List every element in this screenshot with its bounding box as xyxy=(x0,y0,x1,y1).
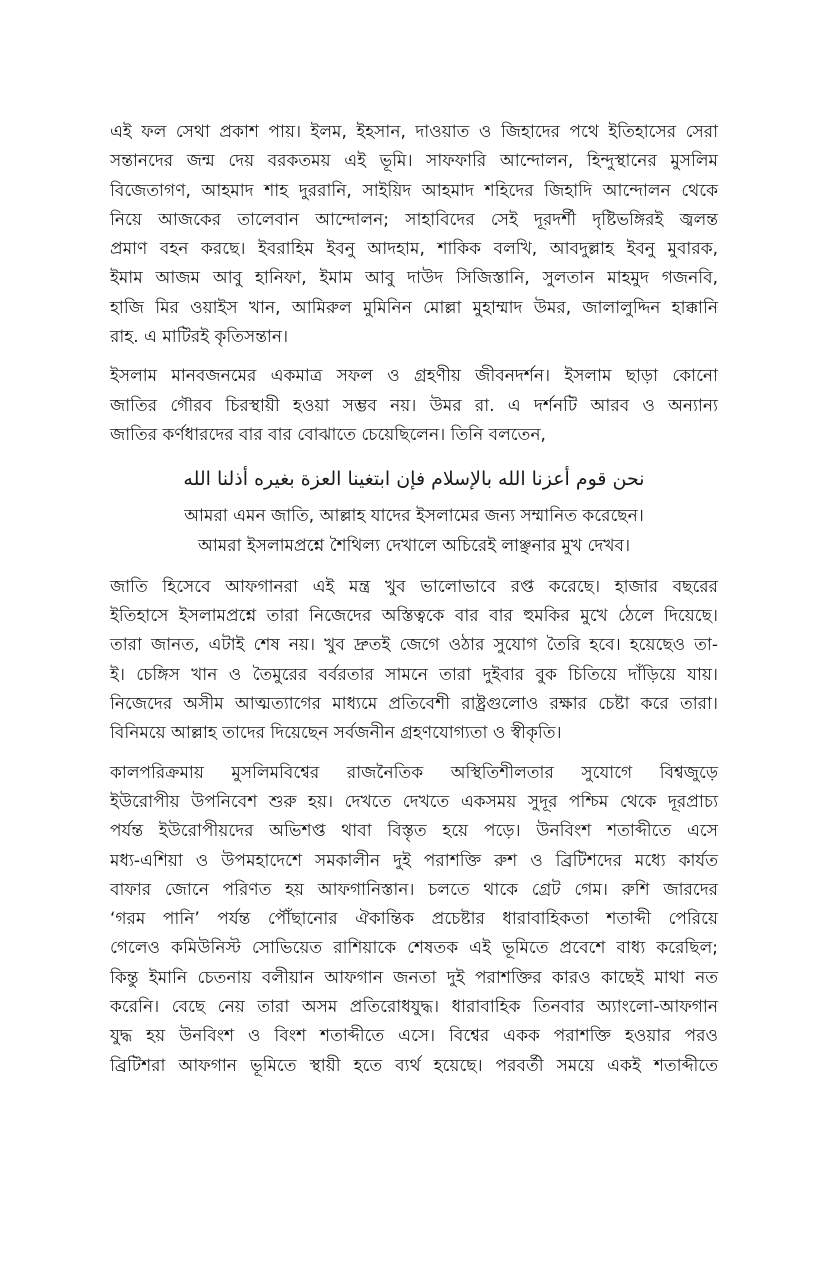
arabic-quote: نحن قوم أعزنا الله بالإسلام فإن ابتغينا العزة بغيره أذلنا الله xyxy=(183,468,645,491)
text-line: রাহ. এ মাটিরই কৃতিসন্তান। xyxy=(110,327,289,348)
document-page xyxy=(110,118,718,1091)
text-line: ব্রিটিশরা আফগান ভূমিতে স্থায়ী হতে ব্যর্থ হয়েছে। পরবর্তী সময়ে একই শতাব্দীতে xyxy=(110,1055,718,1076)
translation-line: আমরা এমন জাতি, আল্লাহ যাদের ইসলামের জন্য সম্মানিত করেছেন। xyxy=(184,506,644,527)
text-line: নিজেদের অসীম আত্মত্যাগের মাধ্যমে প্রতিবেশী রাষ্ট্রগুলোও রক্ষার চেষ্টা করে তারা। xyxy=(110,694,718,715)
text-line: বিজেতাগণ, আহমাদ শাহ দুররানি, সাইয়িদ আহমাদ শহিদের জিহাদি আন্দোলন থেকে xyxy=(110,180,718,201)
text-line: ইসলাম মানবজনমের একমাত্র সফল ও গ্রহণীয় জীবনদর্শন। ইসলাম ছাড়া কোনো xyxy=(110,366,718,387)
text-line: ইতিহাসে ইসলামপ্রশ্নে তারা নিজেদের অস্তিত্বকে বার বার হুমকির মুখে ঠেলে দিয়েছে। xyxy=(110,606,718,627)
quote-translation xyxy=(110,502,718,561)
text-line: যুদ্ধ হয় উনবিংশ ও বিংশ শতাব্দীতে এসে। বিশ্বের একক পরাশক্তি হওয়ার পরও xyxy=(110,1026,718,1047)
text-line: পর্যন্ত ইউরোপীয়দের অভিশপ্ত থাবা বিস্তৃত হয়ে পড়ে। উনবিংশ শতাব্দীতে এসে xyxy=(110,821,718,842)
text-line: বাফার জোনে পরিণত হয় আফগানিস্তান। চলতে থাকে গ্রেট গেম। রুশি জারদের xyxy=(110,879,718,900)
text-line: জাতি হিসেবে আফগানরা এই মন্ত্র খুব ভালোভাবে রপ্ত করেছে। হাজার বছরের xyxy=(110,576,718,597)
text-line: ইউরোপীয় উপনিবেশ শুরু হয়। দেখতে দেখতে একসময় সুদূর পশ্চিম থেকে দূরপ্রাচ্য xyxy=(110,791,718,812)
text-line: জাতির কর্ণধারদের বার বার বোঝাতে চেয়েছিলেন। তিনি বলতেন, xyxy=(110,424,546,445)
text-line: তারা জানত, এটাই শেষ নয়। খুব দ্রুতই জেগে ওঠার সুযোগ তৈরি হবে। হয়েছেও তা- xyxy=(110,635,718,656)
text-line: কিন্তু ইমানি চেতনায় বলীয়ান আফগান জনতা দুই পরাশক্তির কারও কাছেই মাথা নত xyxy=(110,967,718,988)
text-line: সন্তানদের জন্ম দেয় বরকতময় এই ভূমি। সাফফারি আন্দোলন, হিন্দুস্থানের মুসলিম xyxy=(110,151,718,172)
text-line: ইমাম আজম আবু হানিফা, ইমাম আবু দাউদ সিজিস্তানি, সুলতান মাহমুদ গজনবি, xyxy=(110,268,718,289)
paragraph-1 xyxy=(110,118,718,352)
paragraph-2 xyxy=(110,362,718,450)
text-line: ‘গরম পানি’ পর্যন্ত পৌঁছানোর ঐকান্তিক প্রচেষ্টার ধারাবাহিকতা শতাব্দী পেরিয়ে xyxy=(110,909,718,930)
text-line: প্রমাণ বহন করছে। ইবরাহিম ইবনু আদহাম, শাকিক বলখি, আবদুল্লাহ ইবনু মুবারক, xyxy=(110,239,718,260)
text-line: গেলেও কমিউনিস্ট সোভিয়েত রাশিয়াকে শেষতক এই ভূমিতে প্রবেশে বাধ্য করেছিল; xyxy=(110,938,718,959)
text-line: কালপরিক্রমায় মুসলিমবিশ্বের রাজনৈতিক অস্থিতিশীলতার সুযোগে বিশ্বজুড়ে xyxy=(110,762,718,783)
text-line: ই। চেঙ্গিস খান ও তৈমুরের বর্বরতার সামনে তারা দুইবার বুক চিতিয়ে দাঁড়িয়ে যায়। xyxy=(110,664,718,685)
text-line: হাজি মির ওয়াইস খান, আমিরুল মুমিনিন মোল্লা মুহাম্মাদ উমর, জালালুদ্দিন হাক্কানি xyxy=(110,297,718,318)
text-line: মধ্য-এশিয়া ও উপমহাদেশে সমকালীন দুই পরাশক্তি রুশ ও ব্রিটিশদের মধ্যে কার্যত xyxy=(110,850,718,871)
paragraph-4 xyxy=(110,759,718,1081)
paragraph-3 xyxy=(110,573,718,749)
text-line: এই ফল সেথা প্রকাশ পায়। ইলম, ইহসান, দাওয়াত ও জিহাদের পথে ইতিহাসের সেরা xyxy=(110,122,718,142)
text-line: নিয়ে আজকের তালেবান আন্দোলন; সাহাবিদের সেই দূরদর্শী দৃষ্টিভঙ্গিরই জ্বলন্ত xyxy=(110,209,718,230)
text-line: বিনিময়ে আল্লাহ তাদের দিয়েছেন সর্বজনীন গ্রহণযোগ্যতা ও স্বীকৃতি। xyxy=(110,723,562,744)
text-line: করেনি। বেছে নেয় তারা অসম প্রতিরোধযুদ্ধ। ধারাবাহিক তিনবার অ্যাংলো-আফগান xyxy=(110,997,718,1018)
text-line: জাতির গৌরব চিরস্থায়ী হওয়া সম্ভব নয়। উমর রা. এ দর্শনটি আরব ও অন্যান্য xyxy=(110,395,718,416)
translation-line: আমরা ইসলামপ্রশ্নে শৈথিল্য দেখালে অচিরেই লাঞ্ছনার মুখ দেখব। xyxy=(197,535,631,556)
